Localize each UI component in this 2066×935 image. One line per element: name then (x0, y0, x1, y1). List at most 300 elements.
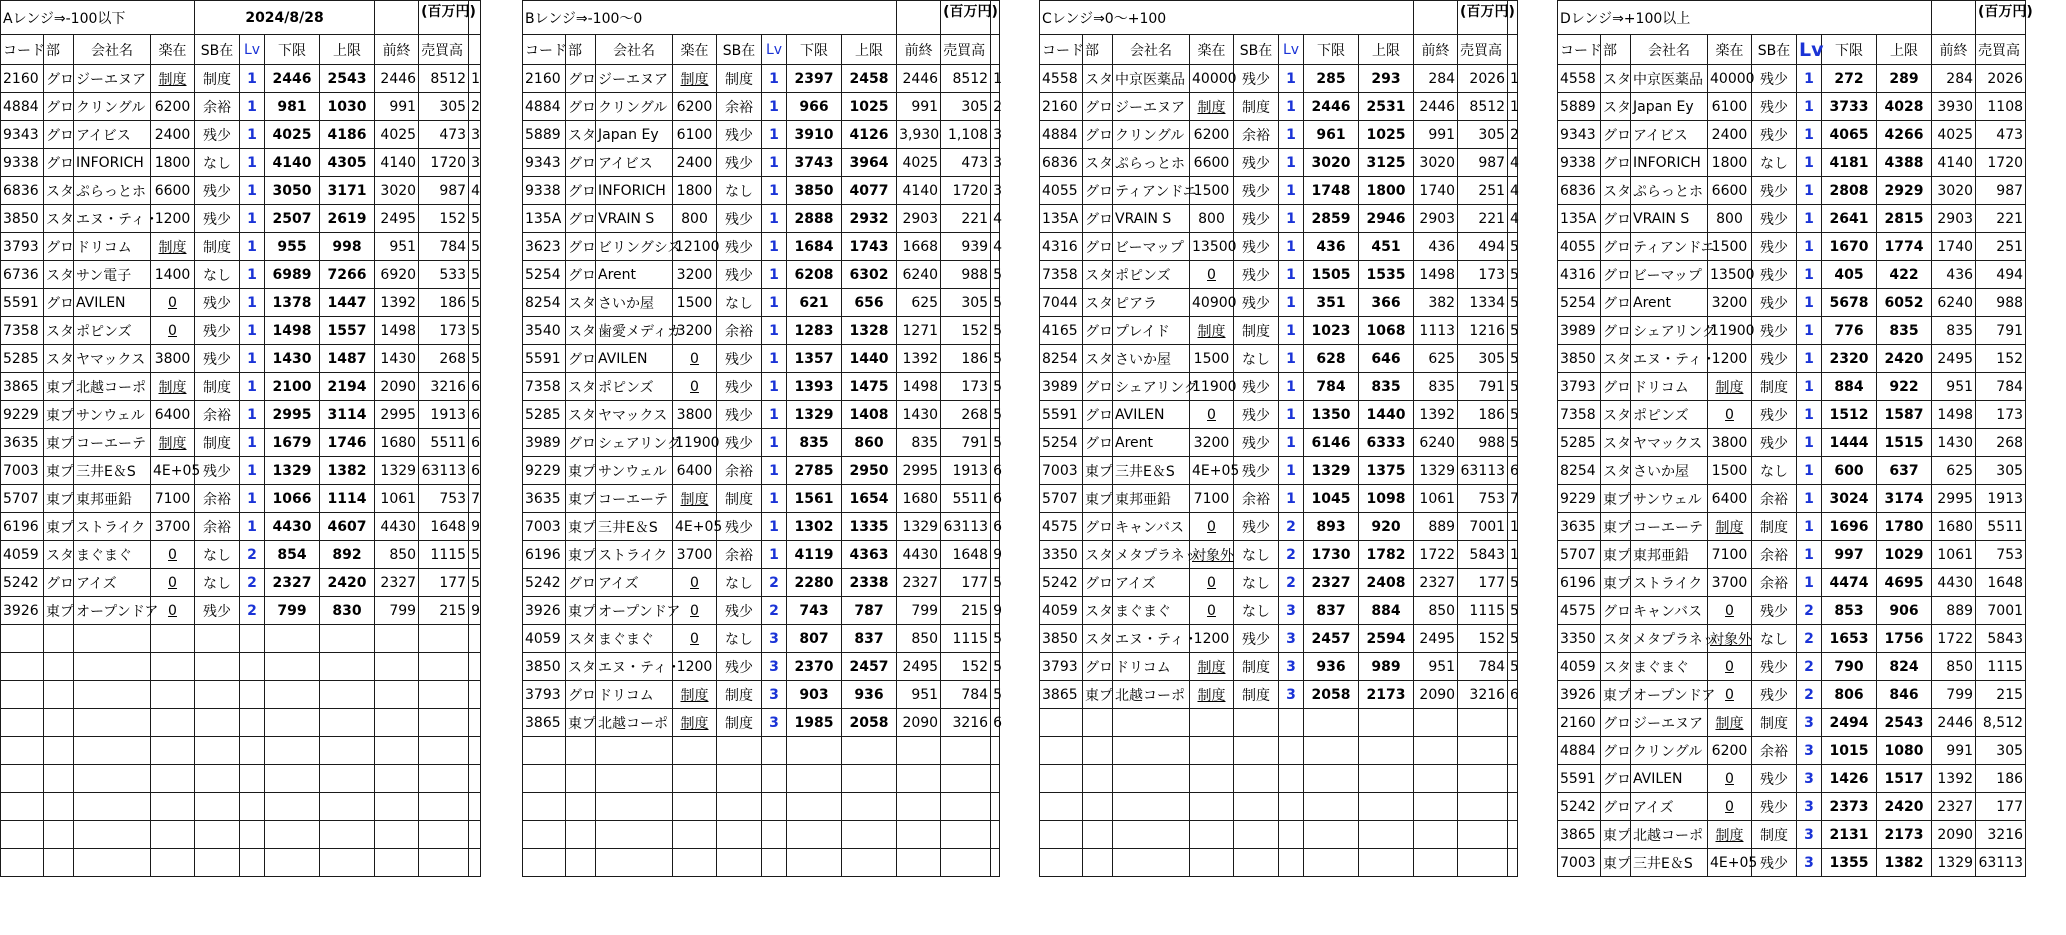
table-row (1040, 317, 1518, 345)
cell-index: 5 (469, 261, 481, 289)
cell-sb: なし (195, 149, 240, 177)
cell-rakuten: 40000 (1190, 65, 1234, 93)
empty-cell (991, 737, 1000, 765)
cell-sb: 余裕 (1752, 541, 1797, 569)
table-row (1558, 429, 2026, 457)
table-row (1040, 793, 1518, 821)
cell-lv: 3 (1797, 793, 1822, 821)
cell-name: ティアンドエ (1631, 233, 1708, 261)
cell-upper: 1025 (842, 93, 897, 121)
cell-rakuten: 13500 (1708, 261, 1752, 289)
cell-name: ピアラ (1113, 289, 1190, 317)
cell-rakuten: 0 (673, 597, 717, 625)
cell-section: グロ (1083, 121, 1113, 149)
empty-cell (1190, 737, 1234, 765)
table-row (1, 793, 481, 821)
table-row (1558, 709, 2026, 737)
cell-upper: 830 (320, 597, 375, 625)
cell-lv: 1 (240, 457, 265, 485)
cell-prev: 2446 (1414, 93, 1458, 121)
cell-rakuten: 1500 (1708, 457, 1752, 485)
table-row (1040, 625, 1518, 653)
cell-code: 5591 (523, 345, 566, 373)
cell-section: 東プ (44, 597, 74, 625)
cell-lv: 2 (762, 569, 787, 597)
cell-prev: 2995 (375, 401, 419, 429)
empty-cell (787, 821, 842, 849)
table-row (1558, 65, 2026, 93)
cell-lower: 893 (1304, 513, 1359, 541)
cell-upper: 3114 (320, 401, 375, 429)
cell-code: 5889 (523, 121, 566, 149)
table-row (1040, 373, 1518, 401)
cell-sb: 残少 (1234, 625, 1279, 653)
cell-prev: 625 (1932, 457, 1976, 485)
empty-cell (151, 709, 195, 737)
cell-code: 5889 (1558, 93, 1601, 121)
cell-sb: 余裕 (717, 93, 762, 121)
empty-cell (1190, 765, 1234, 793)
cell-lv: 1 (1797, 149, 1822, 177)
empty-cell (240, 821, 265, 849)
cell-volume: 186 (1458, 401, 1508, 429)
cell-rakuten: 0 (1190, 597, 1234, 625)
cell-upper: 366 (1359, 289, 1414, 317)
empty-cell (717, 849, 762, 877)
cell-prev: 991 (897, 93, 941, 121)
cell-section: 東プ (44, 429, 74, 457)
cell-volume: 7001 (1976, 597, 2026, 625)
cell-upper: 1557 (320, 317, 375, 345)
table-row (1558, 373, 2026, 401)
cell-section: グロ (566, 233, 596, 261)
empty-cell (375, 793, 419, 821)
cell-name: Japan Ey (596, 121, 673, 149)
empty-cell (419, 765, 469, 793)
cell-name: サンウェル (596, 457, 673, 485)
empty-cell (375, 625, 419, 653)
cell-rakuten: 7100 (1190, 485, 1234, 513)
cell-rakuten: 0 (673, 373, 717, 401)
cell-rakuten: 3200 (1190, 429, 1234, 457)
cell-name: サンウェル (74, 401, 151, 429)
cell-sb: なし (1752, 625, 1797, 653)
cell-rakuten: 制度 (151, 429, 195, 457)
cell-lv: 3 (1279, 625, 1304, 653)
cell-prev: 1722 (1414, 541, 1458, 569)
cell-section: スタ (1083, 149, 1113, 177)
empty-cell (151, 625, 195, 653)
cell-sb: 余裕 (717, 541, 762, 569)
empty-cell (240, 625, 265, 653)
cell-name: さいか屋 (1631, 457, 1708, 485)
cell-lower: 1985 (787, 709, 842, 737)
empty-cell (1234, 765, 1279, 793)
table-row (523, 261, 1000, 289)
cell-lower: 936 (1304, 653, 1359, 681)
cell-upper: 2543 (320, 65, 375, 93)
cell-lv: 1 (1279, 289, 1304, 317)
cell-volume: 186 (419, 289, 469, 317)
cell-sb: 残少 (195, 317, 240, 345)
cell-section: スタ (1601, 401, 1631, 429)
table-row (1, 149, 481, 177)
cell-sb: 残少 (1752, 345, 1797, 373)
cell-name: ティアンドエ (1113, 177, 1190, 205)
table-row (1558, 261, 2026, 289)
cell-sb: 残少 (717, 597, 762, 625)
cell-name: 東邦亜鉛 (1631, 541, 1708, 569)
cell-rakuten: 対象外 (1708, 625, 1752, 653)
cell-prev: 991 (375, 93, 419, 121)
cell-code: 4884 (523, 93, 566, 121)
cell-sb: 余裕 (1234, 121, 1279, 149)
cell-volume: 987 (419, 177, 469, 205)
cell-section: 東プ (44, 485, 74, 513)
empty-cell (469, 653, 481, 681)
table-row (1558, 121, 2026, 149)
cell-sb: 残少 (1234, 513, 1279, 541)
table-row (1558, 793, 2026, 821)
cell-lv: 1 (240, 485, 265, 513)
cell-sb: 制度 (1752, 709, 1797, 737)
empty-cell (1040, 821, 1083, 849)
cell-upper: 1408 (842, 401, 897, 429)
cell-prev: 951 (1932, 373, 1976, 401)
empty-cell (991, 765, 1000, 793)
table-row (1, 317, 481, 345)
cell-prev: 2995 (1932, 485, 1976, 513)
cell-volume: 305 (1458, 345, 1508, 373)
cell-upper: 2173 (1877, 821, 1932, 849)
cell-lower: 1684 (787, 233, 842, 261)
cell-index: 5 (469, 289, 481, 317)
cell-name: AVILEN (1113, 401, 1190, 429)
cell-index: 6 (991, 485, 1000, 513)
table-row (523, 457, 1000, 485)
cell-index: 6 (991, 457, 1000, 485)
cell-lv: 2 (1279, 569, 1304, 597)
cell-section: スタ (1601, 177, 1631, 205)
cell-name: オープンドア (74, 597, 151, 625)
cell-section: グロ (566, 65, 596, 93)
cell-lv: 2 (240, 597, 265, 625)
cell-code: 4055 (1040, 177, 1083, 205)
cell-code: 3793 (1040, 653, 1083, 681)
cell-lower: 4181 (1822, 149, 1877, 177)
empty-cell (1304, 765, 1359, 793)
header-lower: 下限 (1304, 35, 1359, 65)
cell-name: ぷらっとホ (1113, 149, 1190, 177)
cell-lv: 1 (240, 261, 265, 289)
empty-cell (717, 737, 762, 765)
table-row (523, 401, 1000, 429)
cell-upper: 2594 (1359, 625, 1414, 653)
cell-code: 5707 (1040, 485, 1083, 513)
cell-volume: 177 (1976, 793, 2026, 821)
cell-upper: 1475 (842, 373, 897, 401)
cell-prev: 951 (1414, 653, 1458, 681)
empty-cell (717, 821, 762, 849)
header-prev: 前終 (375, 35, 419, 65)
empty-cell (1458, 709, 1508, 737)
cell-volume: 784 (1976, 373, 2026, 401)
cell-lv: 1 (762, 457, 787, 485)
empty-cell (523, 765, 566, 793)
cell-name: アイビス (74, 121, 151, 149)
cell-volume: 305 (1976, 457, 2026, 485)
cell-lower: 961 (1304, 121, 1359, 149)
cell-index: 5 (469, 541, 481, 569)
cell-lv: 3 (1797, 849, 1822, 877)
table-row (1, 121, 481, 149)
cell-section: 東プ (566, 709, 596, 737)
cell-rakuten: 6600 (151, 177, 195, 205)
cell-section: 東プ (566, 457, 596, 485)
cell-section: スタ (44, 177, 74, 205)
cell-upper: 1515 (1877, 429, 1932, 457)
cell-name: Arent (596, 261, 673, 289)
empty-cell (265, 849, 320, 877)
cell-prev: 4140 (897, 177, 941, 205)
cell-name: AVILEN (74, 289, 151, 317)
cell-rakuten: 40900 (1190, 289, 1234, 317)
empty-cell (1279, 849, 1304, 877)
cell-sb: 残少 (717, 513, 762, 541)
cell-lv: 1 (1797, 485, 1822, 513)
cell-lv: 2 (240, 541, 265, 569)
empty-cell (1304, 821, 1359, 849)
cell-volume: 1115 (419, 541, 469, 569)
cell-rakuten: 6400 (1708, 485, 1752, 513)
cell-lv: 3 (1797, 765, 1822, 793)
empty-cell (419, 625, 469, 653)
empty-cell (941, 793, 991, 821)
header-name: 会社名 (596, 35, 673, 65)
empty-cell (673, 765, 717, 793)
cell-prev: 1498 (897, 373, 941, 401)
cell-rakuten: 3200 (673, 317, 717, 345)
header-lower: 下限 (787, 35, 842, 65)
cell-code: 7003 (523, 513, 566, 541)
cell-section: グロ (566, 429, 596, 457)
cell-code: 4558 (1558, 65, 1601, 93)
cell-code: 4884 (1040, 121, 1083, 149)
cell-volume: 784 (941, 681, 991, 709)
empty-cell (1083, 821, 1113, 849)
empty-cell (195, 793, 240, 821)
empty-cell (1458, 765, 1508, 793)
cell-lv: 3 (1279, 681, 1304, 709)
empty-cell (44, 681, 74, 709)
cell-lv: 2 (1797, 597, 1822, 625)
cell-sb: 残少 (717, 205, 762, 233)
cell-lower: 600 (1822, 457, 1877, 485)
table-row (1040, 849, 1518, 877)
cell-volume: 3216 (941, 709, 991, 737)
header-lv: Lv (240, 35, 265, 65)
cell-section: スタ (1083, 597, 1113, 625)
cell-lv: 2 (762, 597, 787, 625)
empty-cell (523, 737, 566, 765)
table-row (1558, 233, 2026, 261)
cell-prev: 2903 (1932, 205, 1976, 233)
table-row (1040, 93, 1518, 121)
table-row (523, 709, 1000, 737)
cell-section: スタ (1601, 93, 1631, 121)
cell-sb: 残少 (717, 401, 762, 429)
cell-lv: 1 (1797, 513, 1822, 541)
empty-cell (195, 849, 240, 877)
cell-sb: 制度 (717, 485, 762, 513)
cell-code: 6836 (1040, 149, 1083, 177)
cell-rakuten: 2400 (673, 149, 717, 177)
cell-lv: 1 (240, 177, 265, 205)
cell-sb: 残少 (1234, 401, 1279, 429)
cell-lv: 1 (1279, 149, 1304, 177)
header-rakuten: 楽在 (1190, 35, 1234, 65)
header-prev: 前終 (1932, 35, 1976, 65)
cell-index: 5 (1508, 233, 1518, 261)
header-rakuten: 楽在 (673, 35, 717, 65)
table-row (1558, 149, 2026, 177)
cell-lv: 1 (1279, 233, 1304, 261)
cell-code: 9229 (1558, 485, 1601, 513)
empty-cell (74, 653, 151, 681)
cell-lv: 1 (1797, 261, 1822, 289)
cell-prev: 1680 (897, 485, 941, 513)
cell-prev: 889 (1414, 513, 1458, 541)
cell-section: スタ (1083, 261, 1113, 289)
empty-cell (1113, 737, 1190, 765)
cell-lv: 1 (762, 177, 787, 205)
cell-prev: 991 (1414, 121, 1458, 149)
table-row (523, 317, 1000, 345)
cell-upper: 4077 (842, 177, 897, 205)
cell-rakuten: 2400 (151, 121, 195, 149)
empty-cell (375, 821, 419, 849)
cell-code: 4059 (1040, 597, 1083, 625)
empty-cell (842, 737, 897, 765)
cell-lv: 2 (1797, 625, 1822, 653)
table-row (523, 149, 1000, 177)
cell-volume: 3216 (1976, 821, 2026, 849)
cell-volume: 63113 (1458, 457, 1508, 485)
cell-prev: 835 (897, 429, 941, 457)
cell-volume: 791 (1976, 317, 2026, 345)
cell-name: まぐまぐ (1113, 597, 1190, 625)
empty-cell (762, 737, 787, 765)
cell-volume: 63113 (419, 457, 469, 485)
cell-lv: 1 (1797, 345, 1822, 373)
table-row (1, 485, 481, 513)
cell-lower: 903 (787, 681, 842, 709)
cell-prev: 3020 (1932, 177, 1976, 205)
empty-cell (44, 821, 74, 849)
cell-section: スタ (566, 121, 596, 149)
cell-volume: 152 (941, 653, 991, 681)
cell-lv: 1 (1279, 205, 1304, 233)
header-section: 部 (566, 35, 596, 65)
empty-cell (1458, 821, 1508, 849)
cell-upper: 656 (842, 289, 897, 317)
empty-cell (1508, 849, 1518, 877)
cell-section: グロ (1083, 513, 1113, 541)
empty-cell (320, 625, 375, 653)
cell-prev: 1392 (897, 345, 941, 373)
empty-cell (1, 681, 44, 709)
cell-volume: 988 (1458, 429, 1508, 457)
cell-lv: 3 (1797, 737, 1822, 765)
cell-code: 5242 (523, 569, 566, 597)
cell-code: 5707 (1, 485, 44, 513)
cell-prev: 2327 (897, 569, 941, 597)
cell-lv: 1 (762, 513, 787, 541)
cell-prev: 3020 (375, 177, 419, 205)
cell-prev: 850 (897, 625, 941, 653)
cell-sb: 余裕 (195, 401, 240, 429)
cell-volume: 1913 (1976, 485, 2026, 513)
cell-name: ポピンズ (596, 373, 673, 401)
cell-section: グロ (44, 289, 74, 317)
cell-lower: 1426 (1822, 765, 1877, 793)
cell-sb: 残少 (195, 289, 240, 317)
cell-code: 9343 (1, 121, 44, 149)
cell-rakuten: 制度 (673, 709, 717, 737)
cell-prev: 1740 (1932, 233, 1976, 261)
empty-cell (469, 765, 481, 793)
cell-section: グロ (566, 205, 596, 233)
cell-lower: 854 (265, 541, 320, 569)
cell-section: スタ (1601, 65, 1631, 93)
cell-upper: 835 (1359, 373, 1414, 401)
table-row (523, 737, 1000, 765)
cell-code: 5285 (1, 345, 44, 373)
cell-index: 4 (1508, 149, 1518, 177)
cell-section: スタ (1601, 653, 1631, 681)
cell-upper: 3174 (1877, 485, 1932, 513)
empty-cell (1234, 737, 1279, 765)
cell-sb: 残少 (717, 121, 762, 149)
empty-cell (375, 849, 419, 877)
cell-lv: 1 (240, 373, 265, 401)
cell-lower: 3050 (265, 177, 320, 205)
cell-code: 3850 (1040, 625, 1083, 653)
cell-sb: 制度 (717, 681, 762, 709)
cell-rakuten: 制度 (1190, 93, 1234, 121)
empty-cell (596, 793, 673, 821)
cell-prev: 1498 (1932, 401, 1976, 429)
cell-rakuten: 0 (1708, 765, 1752, 793)
cell-index: 6 (991, 513, 1000, 541)
cell-lv: 1 (240, 429, 265, 457)
cell-index: 5 (991, 373, 1000, 401)
cell-lv: 1 (762, 149, 787, 177)
cell-name: コーエーテ (596, 485, 673, 513)
table-row (1040, 737, 1518, 765)
date-label: 2024/8/28 (195, 1, 375, 35)
cell-upper: 1328 (842, 317, 897, 345)
empty-cell (897, 793, 941, 821)
cell-volume: 2026 (1458, 65, 1508, 93)
cell-section: グロ (566, 569, 596, 597)
empty-cell (1508, 821, 1518, 849)
cell-lv: 3 (1279, 653, 1304, 681)
cell-name: アイズ (1113, 569, 1190, 597)
cell-upper: 922 (1877, 373, 1932, 401)
cell-rakuten: 800 (1708, 205, 1752, 233)
cell-volume: 1913 (941, 457, 991, 485)
